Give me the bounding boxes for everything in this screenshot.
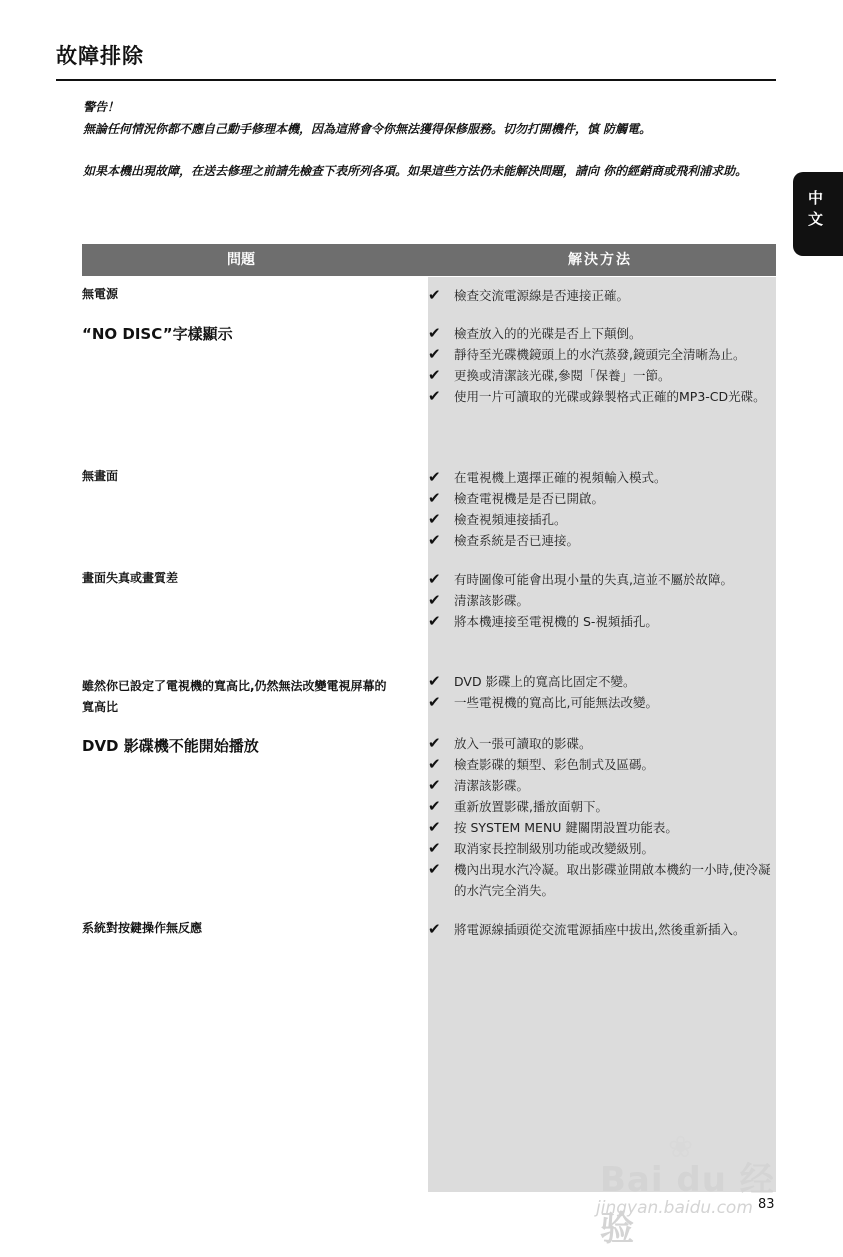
solution-item: [428, 859, 776, 901]
problem-label: 畫面失真或畫質差: [82, 571, 179, 585]
solution-text: 在電視機上選擇正確的視頻輸入模式。: [454, 470, 667, 485]
check-icon: ✔: [428, 531, 441, 549]
solution-text: 檢查電視機是是否已開啟。: [454, 491, 605, 506]
solution-text: 清潔該影碟。: [454, 778, 530, 793]
header-solution: 解決方法: [568, 252, 632, 268]
solution-text: 清潔該影碟。: [454, 593, 530, 608]
solution-item: [428, 365, 776, 386]
solution-text: 檢查交流電源線是否連接正確。: [454, 288, 630, 303]
solution-text: 重新放置影碟,播放面朝下。: [454, 799, 608, 814]
language-tab-label: 中文: [806, 190, 824, 232]
check-icon: ✔: [428, 734, 441, 752]
check-icon: ✔: [428, 860, 441, 878]
solution-item: [428, 509, 776, 530]
solution-list: [428, 323, 776, 407]
check-icon: ✔: [428, 839, 441, 857]
problem-label: “NO DISC”字樣顯示: [82, 325, 233, 343]
solution-text: 一些電視機的寬高比,可能無法改變。: [454, 695, 658, 710]
header-problem: 問題: [227, 252, 255, 268]
solution-text: 檢查視頻連接插孔。: [454, 512, 567, 527]
check-icon: ✔: [428, 797, 441, 815]
solution-list: [428, 467, 776, 551]
problem-label: 系統對按鍵操作無反應: [82, 921, 203, 935]
watermark-brand: Bai du 经验: [600, 1160, 775, 1249]
warning-text: 無論任何情況你都不應自己動手修理本機，因為這將會令你無法獲得保修服務。切勿打開機件，慎 防觸電。: [83, 122, 652, 136]
check-icon: ✔: [428, 570, 441, 588]
solution-item: [428, 838, 776, 859]
problem-label: DVD 影碟機不能開始播放: [82, 737, 259, 755]
solution-text: 取消家長控制級別功能或改變級別。: [454, 841, 655, 856]
solution-text: 更換或清潔該光碟,參閱「保養」一節。: [454, 368, 671, 383]
paw-icon: ❀: [668, 1130, 694, 1165]
solution-item: [428, 323, 776, 344]
solution-item: [428, 386, 776, 407]
watermark-url: jingyan.baidu.com: [596, 1198, 753, 1218]
solution-item: [428, 754, 776, 775]
solution-text: 將本機連接至電視機的 S-視頻插孔。: [454, 614, 658, 629]
solution-list: [428, 285, 776, 306]
problem-label: 無畫面: [82, 469, 119, 483]
solution-text: 機內出現水汽冷凝。取出影碟並開啟本機約一小時,使冷凝的水汽完全消失。: [454, 862, 771, 898]
solution-item: [428, 671, 776, 692]
solution-text: 放入一張可讀取的影碟。: [454, 736, 592, 751]
solution-list: [428, 671, 776, 713]
solution-text: 檢查影碟的類型、彩色制式及區碼。: [454, 757, 655, 772]
solution-text: 使用一片可讀取的光碟或錄製格式正確的MP3-CD光碟。: [454, 389, 766, 404]
solution-item: [428, 467, 776, 488]
check-icon: ✔: [428, 366, 441, 384]
solution-text: 有時圖像可能會出現小量的失真,這並不屬於故障。: [454, 572, 733, 587]
solution-item: [428, 344, 776, 365]
solution-item: [428, 569, 776, 590]
title-divider: [56, 79, 776, 81]
solution-text: 檢查放入的的光碟是否上下顛倒。: [454, 326, 642, 341]
check-icon: ✔: [428, 672, 441, 690]
solution-text: DVD 影碟上的寬高比固定不變。: [454, 674, 636, 689]
page-title: 故障排除: [56, 44, 144, 68]
check-icon: ✔: [428, 489, 441, 507]
problem-label: 雖然你已設定了電視機的寬高比,仍然無法改變電視屏幕的寬高比: [82, 679, 387, 714]
solution-item: [428, 285, 776, 306]
solution-item: [428, 590, 776, 611]
advice-text: 如果本機出現故障，在送去修理之前請先檢查下表所列各項。如果這些方法仍未能解決問題，請向 你的經銷商或飛利浦求助。: [83, 164, 748, 178]
check-icon: ✔: [428, 345, 441, 363]
check-icon: ✔: [428, 387, 441, 405]
solution-item: [428, 919, 776, 940]
check-icon: ✔: [428, 510, 441, 528]
solution-list: [428, 733, 776, 901]
solution-item: [428, 530, 776, 551]
check-icon: ✔: [428, 286, 441, 304]
problem-label: 無電源: [82, 287, 119, 301]
check-icon: ✔: [428, 612, 441, 630]
table-header: [82, 244, 776, 276]
solution-item: [428, 775, 776, 796]
check-icon: ✔: [428, 776, 441, 794]
solution-item: [428, 796, 776, 817]
solution-list: [428, 569, 776, 632]
solution-list: [428, 919, 776, 940]
solution-item: [428, 817, 776, 838]
check-icon: ✔: [428, 468, 441, 486]
check-icon: ✔: [428, 755, 441, 773]
language-tab: [793, 172, 843, 256]
solution-item: [428, 692, 776, 713]
solution-text: 將電源線插頭從交流電源插座中拔出,然後重新插入。: [454, 922, 746, 937]
solution-item: [428, 733, 776, 754]
solution-text: 靜待至光碟機鏡頭上的水汽蒸發,鏡頭完全清晰為止。: [454, 347, 746, 362]
check-icon: ✔: [428, 920, 441, 938]
check-icon: ✔: [428, 818, 441, 836]
solution-item: [428, 611, 776, 632]
check-icon: ✔: [428, 324, 441, 342]
warning-heading: 警告！: [83, 100, 120, 114]
solution-text: 按 SYSTEM MENU 鍵關閉設置功能表。: [454, 820, 678, 835]
solution-text: 檢查系統是否已連接。: [454, 533, 580, 548]
solution-item: [428, 488, 776, 509]
page-number: 83: [758, 1197, 775, 1212]
check-icon: ✔: [428, 693, 441, 711]
check-icon: ✔: [428, 591, 441, 609]
